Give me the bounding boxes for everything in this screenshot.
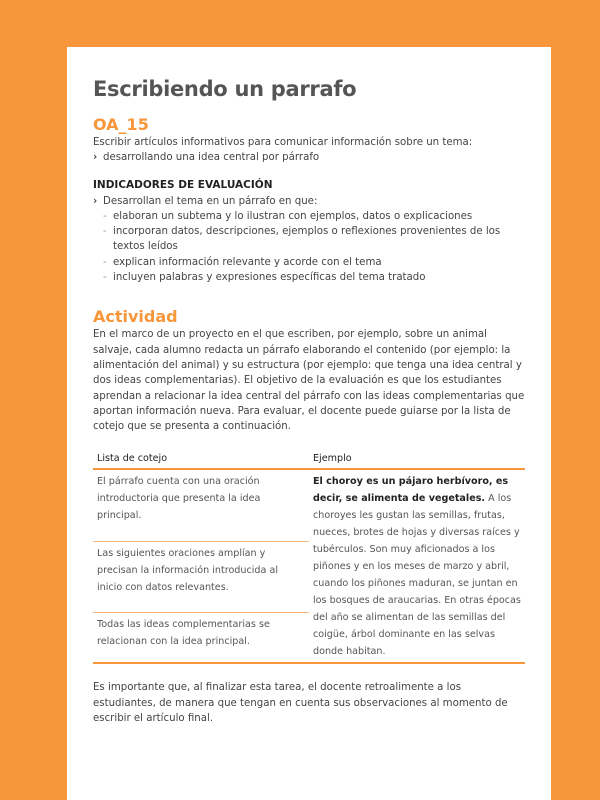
checklist-item: Todas las ideas complementarias se relacionan con la idea principal. xyxy=(93,613,309,664)
indicador-item: - explican información relevante y acorde con el tema xyxy=(93,255,525,270)
indicadores-heading: INDICADORES DE EVALUACIÓN xyxy=(93,178,273,191)
header-example: Ejemplo xyxy=(309,450,525,469)
header-checklist: Lista de cotejo xyxy=(93,450,309,469)
oa-bullet: › desarrollando una idea central por párrafo xyxy=(93,150,525,165)
actividad-heading: Actividad xyxy=(93,307,178,327)
indicador-item: - incorporan datos, descripciones, ejemplos o reflexiones provenientes de los textos leídos xyxy=(93,224,525,255)
indicador-item: - elaboran un subtema y lo ilustran con ejemplos, datos o explicaciones xyxy=(93,209,525,224)
example-text xyxy=(309,469,525,663)
example-bold: El choroy es un pájaro herbívoro, es decir, se alimenta de vegetales. xyxy=(313,476,509,505)
page-title: Escribiendo un parrafo xyxy=(93,77,357,101)
oa-description: Escribir artículos informativos para comunicar información sobre un tema: xyxy=(93,137,473,148)
page xyxy=(67,47,551,800)
closing-text: Es importante que, al finalizar esta tarea, el docente retroalimente a los estudiantes, de manera que tengan en cuenta sus observaciones al momento de escribir el artículo final. xyxy=(93,682,508,725)
indicadores-intro: › Desarrollan el tema en un párrafo en que: xyxy=(93,194,525,209)
checklist-table xyxy=(93,450,525,664)
checklist-item: Las siguientes oraciones amplían y precisan la información introducida al inicio con datos relevantes. xyxy=(93,541,309,612)
actividad-text: En el marco de un proyecto en el que escriben, por ejemplo, sobre un animal salvaje, cada alumno redacta un párrafo elaborando el contenido (por ejemplo: la alimentación del animal) y su estructura (por ejemplo: que tenga una idea central y dos ideas complementarias). El objetivo de la evaluación es que los estudiantes aprendan a relacionar la idea central del párrafo con las ideas complementarias que aportan información nueva. Para evaluar, el docente puede guiarse por la lista de cotejo que se presenta a continuación. xyxy=(93,329,525,433)
indicador-item: - incluyen palabras y expresiones específicas del tema tratado xyxy=(93,270,525,285)
checklist-item: El párrafo cuenta con una oración introductoria que presenta la idea principal. xyxy=(93,469,309,541)
oa-code: OA_15 xyxy=(93,115,149,134)
example-rest: A los choroyes les gustan las semillas, frutas, nueces, brotes de hojas y diversas raíces y tubérculos. Son muy aficionados a los piñones y en los meses de marzo y abril, cuando los piñones maduran, se juntan en los bosques de araucarias. En otras épocas del año se alimentan de las semillas del coigüe, árbol dominante en las selvas donde habitan. xyxy=(313,493,521,658)
